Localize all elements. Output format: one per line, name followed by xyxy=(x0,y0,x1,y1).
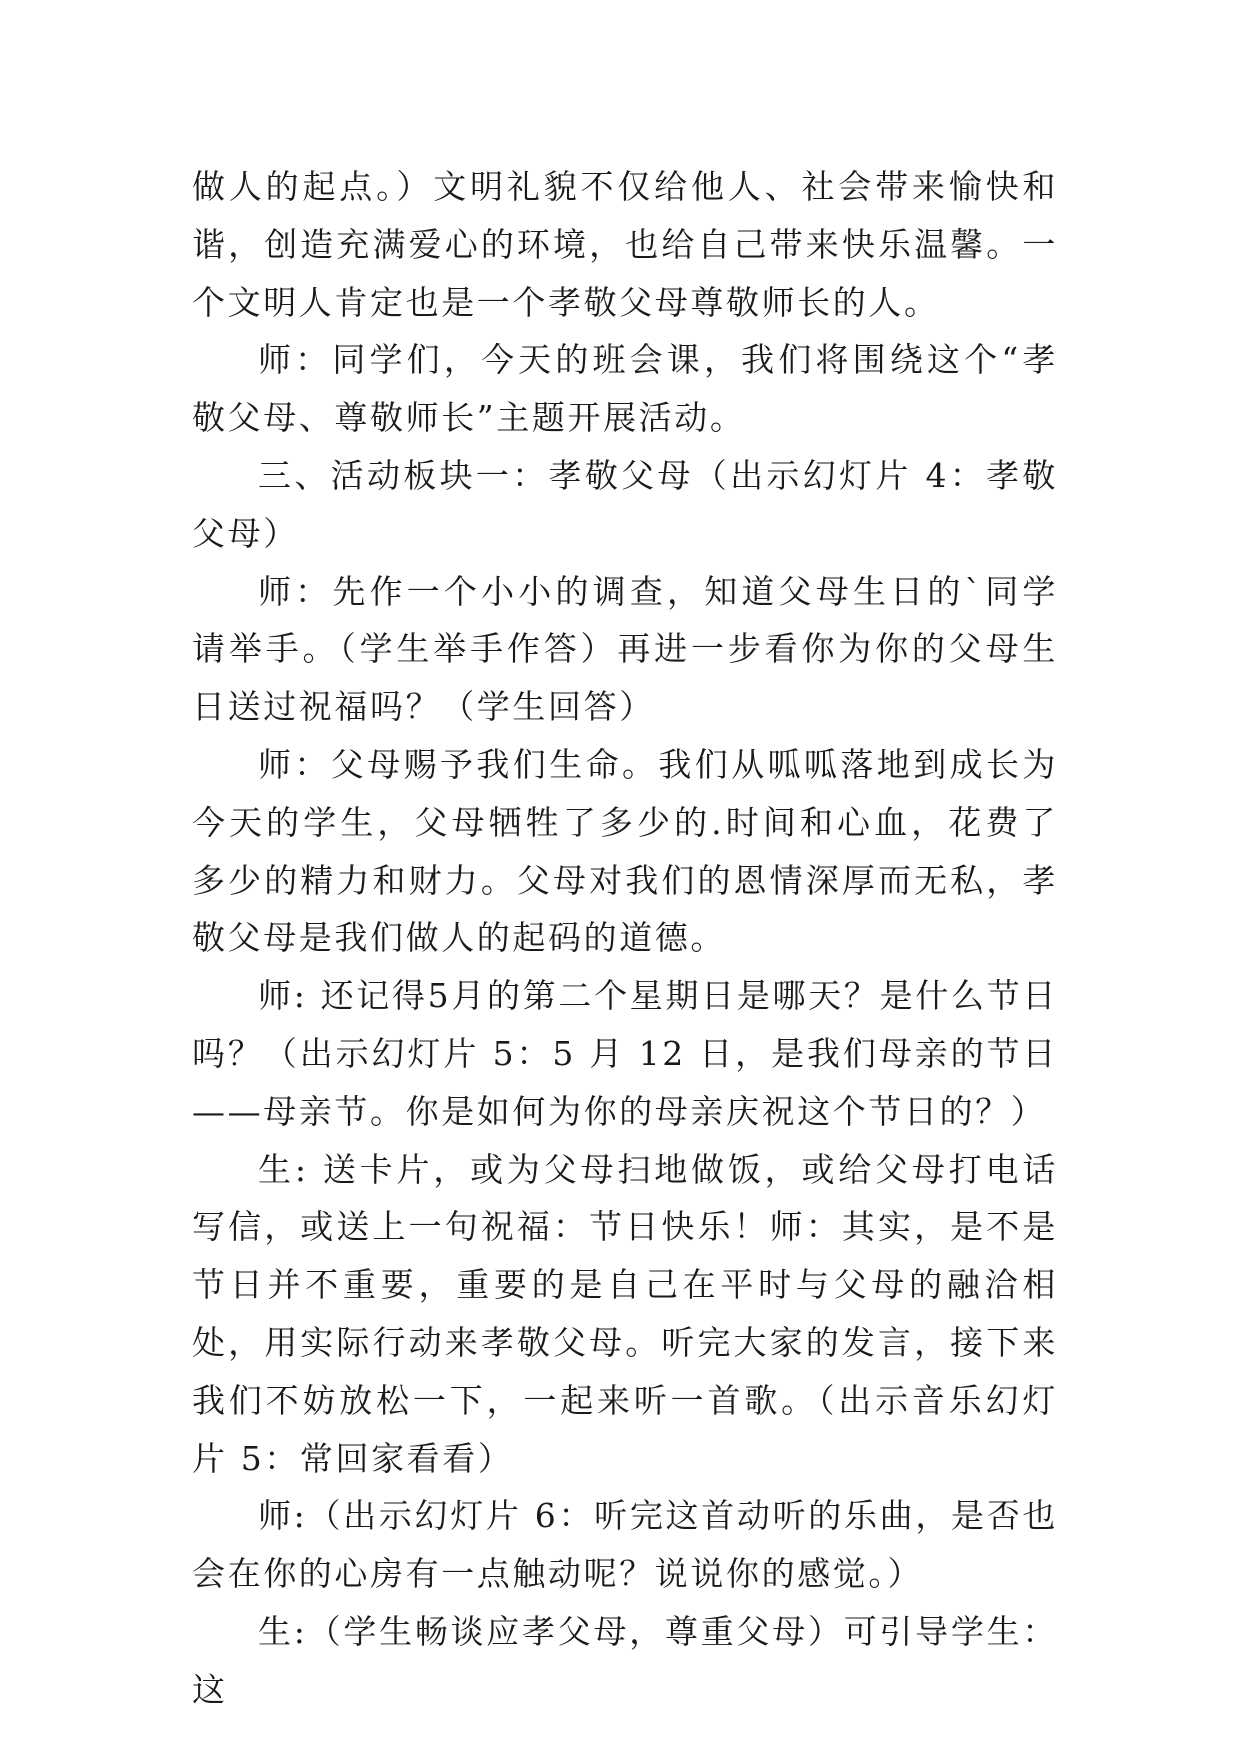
paragraph-1: 做人的起点。）文明礼貌不仅给他人、社会带来愉快和谐，创造充满爱心的环境，也给自己带来快乐温馨。一个文明人肯定也是一个孝敬父母尊敬师长的人。 xyxy=(192,167,1058,322)
paragraph-6: 师: 还记得5月的第二个星期日是哪天？是什么节日吗？（出示幻灯片 5：5 月 12 日，是我们母亲的节日——母亲节。你是如何为你的母亲庆祝这个节日的？） xyxy=(192,976,1058,1131)
body-text xyxy=(192,158,1058,1719)
paragraph-3: 三、活动板块一：孝敬父母（出示幻灯片 4：孝敬父母） xyxy=(192,455,1058,553)
paragraph-5: 师：父母赐予我们生命。我们从呱呱落地到成长为今天的学生，父母牺牲了多少的.时间和心血，花费了多少的精力和财力。父母对我们的恩情深厚而无私，孝敬父母是我们做人的起码的道德。 xyxy=(192,744,1058,958)
paragraph-4: 师：先作一个小小的调查，知道父母生日的`同学请举手。（学生举手作答）再进一步看你为你的父母生日送过祝福吗？（学生回答） xyxy=(192,571,1058,727)
paragraph-8: 师:（出示幻灯片 6：听完这首动听的乐曲，是否也会在你的心房有一点触动呢？说说你的感觉。） xyxy=(192,1496,1058,1594)
paragraph-9: 生:（学生畅谈应孝父母，尊重父母）可引导学生：这 xyxy=(192,1611,1058,1709)
paragraph-7: 生: 送卡片，或为父母扫地做饭，或给父母打电话写信，或送上一句祝福：节日快乐！师：其实，是不是节日并不重要，重要的是自己在平时与父母的融洽相处，用实际行动来孝敬父母。听完大家的发言，接下来我们不妨放松一下，一起来听一首歌。（出示音乐幻灯片 5：常回家看看） xyxy=(192,1149,1058,1478)
paragraph-2: 师：同学们，今天的班会课，我们将围绕这个“孝敬父母、尊敬师长”主题开展活动。 xyxy=(192,340,1058,438)
